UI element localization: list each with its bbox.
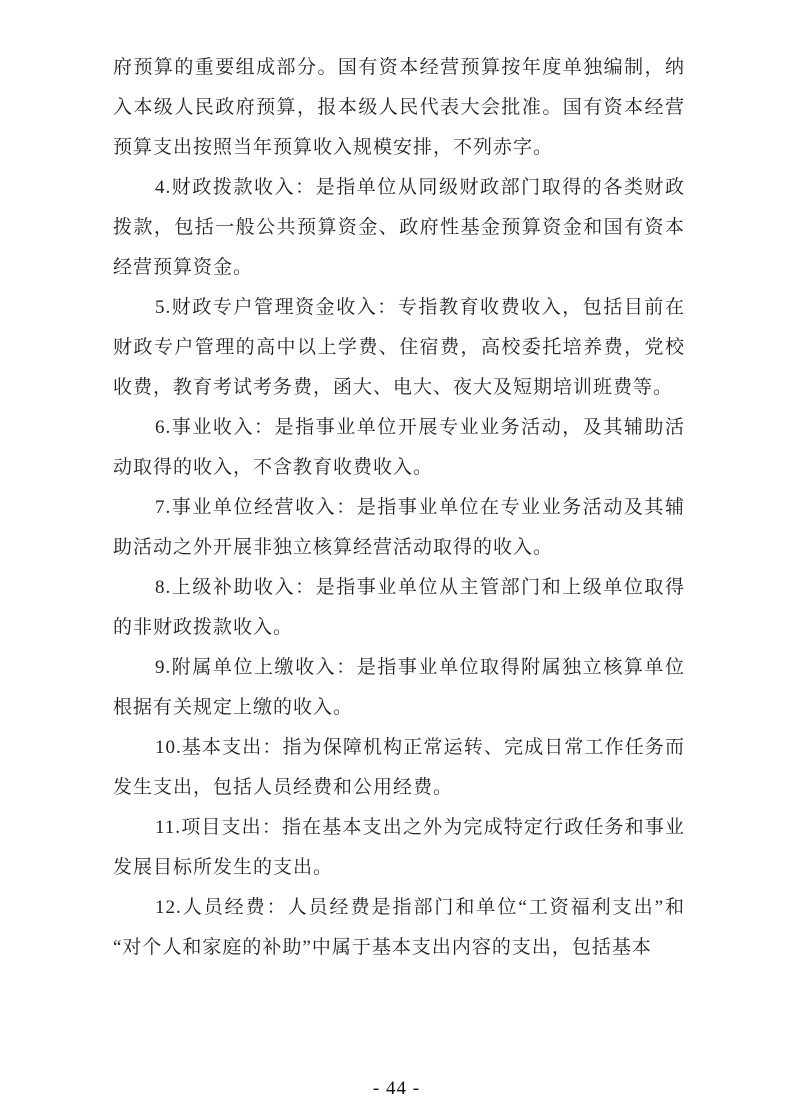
page-number: - 44 -	[372, 1078, 421, 1099]
paragraph: 9.附属单位上缴收入：是指事业单位取得附属独立核算单位根据有关规定上缴的收入。	[113, 657, 685, 718]
paragraph: 6.事业收入：是指事业单位开展专业业务活动，及其辅助活动取得的收入，不含教育收费收入。	[113, 417, 685, 478]
paragraph: 5.财政专户管理资金收入：专指教育收费收入，包括目前在财政专户管理的高中以上学费、住宿费，高校委托培养费，党校收费，教育考试考务费，函大、电大、夜大及短期培训班费等。	[113, 297, 685, 398]
page-footer	[0, 1078, 793, 1106]
paragraph: 10.基本支出：指为保障机构正常运转、完成日常工作任务而发生支出，包括人员经费和公用经费。	[113, 737, 685, 798]
paragraph: 12.人员经费：人员经费是指部门和单位“工资福利支出”和“对个人和家庭的补助”中属于基本支出内容的支出，包括基本	[113, 897, 685, 958]
paragraph: 府预算的重要组成部分。国有资本经营预算按年度单独编制，纳入本级人民政府预算，报本级人民代表大会批准。国有资本经营预算支出按照当年预算收入规模安排，不列赤字。	[113, 57, 685, 158]
paragraph: 4.财政拨款收入：是指单位从同级财政部门取得的各类财政拨款，包括一般公共预算资金、政府性基金预算资金和国有资本经营预算资金。	[113, 177, 685, 278]
paragraph: 8.上级补助收入：是指事业单位从主管部门和上级单位取得的非财政拨款收入。	[113, 577, 685, 638]
paragraph: 11.项目支出：指在基本支出之外为完成特定行政任务和事业发展目标所发生的支出。	[113, 817, 685, 878]
paragraph: 7.事业单位经营收入：是指事业单位在专业业务活动及其辅助活动之外开展非独立核算经营活动取得的收入。	[113, 497, 685, 558]
document-body	[113, 48, 685, 968]
